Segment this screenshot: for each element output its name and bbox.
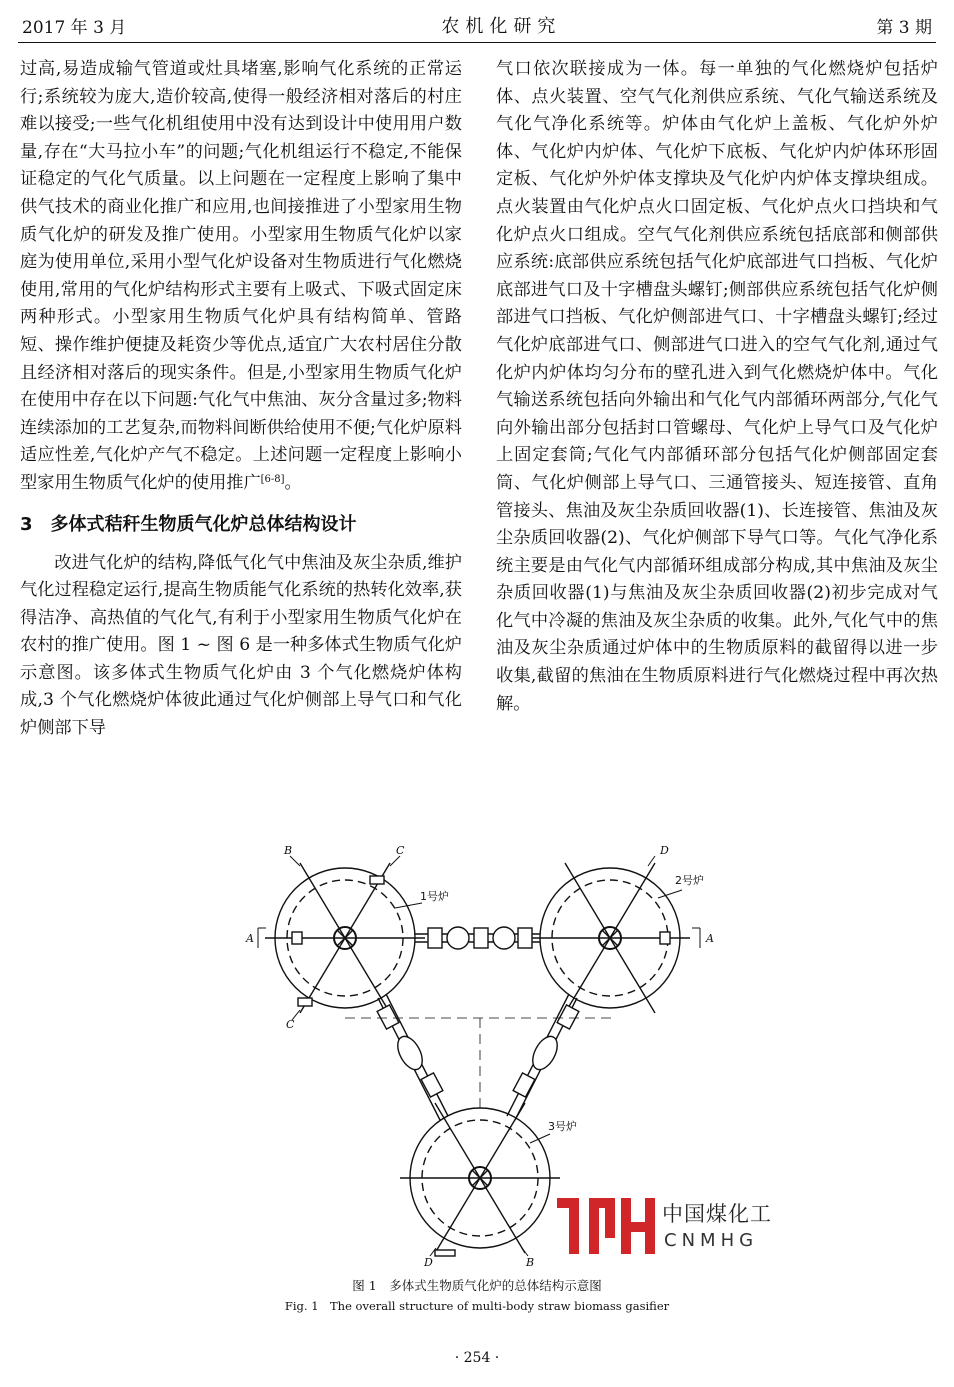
watermark-mark <box>557 1198 655 1254</box>
furnace-2-drawing <box>530 863 690 1013</box>
section-number: 3 <box>20 513 33 535</box>
left-paragraph-2: 改进气化炉的结构,降低气化气中焦油及灰尘杂质,维护气化过程稳定运行,提高生物质能气化系统的热转化效率,获得洁净、高热值的气化气,有利于小型家用生物质气化炉在农村的推广使用。图 1 ~ 图 6 是一种多体式生物质气化炉示意图。该多体式生物质气化炉由 3 个气化燃烧炉体构成,3 个气化燃烧炉体彼此通过气化炉侧部上导气口和气化炉侧部下导 <box>20 552 462 739</box>
label-b-bottom: B <box>526 1256 535 1268</box>
label-furnace-1: 1号炉 <box>420 890 449 903</box>
figure-caption-cn: 图 1 多体式生物质气化炉的总体结构示意图 <box>352 1278 602 1293</box>
citation: [6-8] <box>260 473 285 485</box>
label-c-top: C <box>396 844 405 857</box>
label-b-top: B <box>284 844 293 857</box>
header-journal: 农机化研究 <box>441 16 562 37</box>
label-furnace-3: 3号炉 <box>548 1120 577 1133</box>
furnace-1-drawing <box>265 863 425 1013</box>
right-column <box>496 56 938 718</box>
connection-1-2 <box>415 927 540 949</box>
page-number: · 254 · <box>454 1350 500 1366</box>
header-rule <box>18 42 936 43</box>
connection-1-3 <box>377 994 448 1120</box>
header-date: 2017 年 3 月 <box>22 17 127 38</box>
watermark-brand-cn: 中国煤化工 <box>662 1202 772 1226</box>
watermark-brand-en: CNMHG <box>664 1230 759 1251</box>
running-header <box>22 12 932 38</box>
section-title: 多体式秸秆生物质气化炉总体结构设计 <box>50 513 357 535</box>
label-d-top: D <box>660 844 669 857</box>
label-d-bottom: D <box>424 1256 433 1268</box>
label-c-bottom: C <box>286 1018 295 1031</box>
furnace-3-drawing <box>400 1103 560 1256</box>
right-paragraph-1: 气口依次联接成为一体。每一单独的气化燃烧炉包括炉体、点火装置、空气气化剂供应系统、气化气输送系统及气化气净化系统等。炉体由气化炉上盖板、气化炉外炉体、气化炉内炉体、气化炉下底板、气化炉内炉体环形固定板、气化炉外炉体支撑块及气化炉内炉体支撑块组成。点火装置由气化炉点火口固定板、气化炉点火口挡块和气化炉点火口组成。空气气化剂供应系统包括底部和侧部供应系统:底部供应系统包括气化炉底部进气口挡板、气化炉底部进气口及十字槽盘头螺钉;侧部供应系统包括气化炉侧部进气口挡板、气化炉侧部进气口、十字槽盘头螺钉;经过气化炉底部进气口、侧部进气口进入的空气气化剂,通过气化炉内炉体均匀分布的壁孔进入到气化燃烧炉体中。气化气输送系统包括向外输出和气化气内部循环两部分,气化气向外输出部分包括封口管螺母、气化炉上导气口及气化炉上固定套筒;气化气内部循环部分包括气化炉侧部固定套筒、气化炉侧部上导气口、三通管接头、短连接管、直角管接头、焦油及灰尘杂质回收器(1)、长连接管、焦油及灰尘杂质回收器(2)、气化炉侧部下导气口等。气化气净化系统主要是由气化气内部循环组成部分构成,其中焦油及灰尘杂质回收器(1)与焦油及灰尘杂质回收器(2)初步完成对气化气中冷凝的焦油及灰尘杂质的收集。此外,气化气中的焦油及灰尘杂质通过炉体中的生物质原料的截留得以进一步收集,截留的焦油在生物质原料进行气化燃烧过程中再次热解。 <box>496 59 938 714</box>
connection-2-3 <box>507 994 579 1120</box>
centerlines <box>345 1018 615 1108</box>
header-issue: 第 3 期 <box>876 17 932 38</box>
label-a-left: A <box>246 932 254 945</box>
label-furnace-2: 2号炉 <box>675 874 704 887</box>
figure-caption-en: Fig. 1 The overall structure of multi-body straw biomass gasifier <box>284 1299 670 1313</box>
label-a-right: A <box>706 932 714 945</box>
section-heading <box>20 512 462 538</box>
left-column <box>20 56 462 743</box>
left-paragraph-1: 过高,易造成输气管道或灶具堵塞,影响气化系统的正常运行;系统较为庞大,造价较高,使得一般经济相对落后的村庄难以接受;一些气化机组使用中没有达到设计中使用用户数量,存在“大马拉小车”的问题;气化机组运行不稳定,不能保证稳定的气化气质量。以上问题在一定程度上影响了集中供气技术的商业化推广和应用,也间接推进了小型家用生物质气化炉的研发及推广使用。小型家用生物质气化炉以家庭为使用单位,采用小型气化炉设备对生物质进行气化燃烧使用,常用的气化炉结构形式主要有上吸式、下吸式固定床两种形式。小型家用生物质气化炉具有结构简单、管路短、操作维护便捷及耗资少等优点,适宜广大农村居住分散且经济相对落后的现实条件。但是,小型家用生物质气化炉在使用中存在以下问题:气化气中焦油、灰分含量过多;物料连续添加的工艺复杂,而物料间断供给使用不便;气化炉原料适应性差,气化炉产气不稳定。上述问题一定程度上影响小型家用生物质气化炉的使用推广[6-8]。 <box>20 59 462 493</box>
